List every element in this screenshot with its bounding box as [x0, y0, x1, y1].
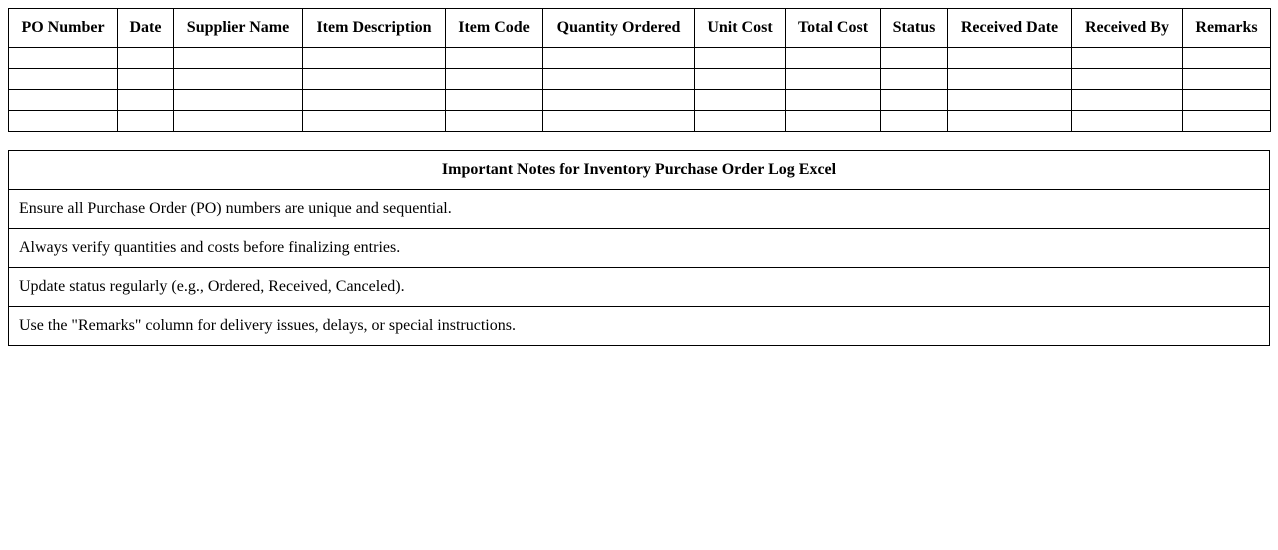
table-cell[interactable] — [786, 69, 881, 90]
table-cell[interactable] — [174, 90, 303, 111]
header-po-number: PO Number — [9, 9, 118, 48]
note-item: Always verify quantities and costs before finalizing entries. — [9, 229, 1270, 268]
purchase-order-log-table — [8, 8, 1271, 132]
table-cell[interactable] — [446, 90, 543, 111]
header-received-date: Received Date — [948, 9, 1072, 48]
table-cell[interactable] — [1183, 48, 1271, 69]
table-cell[interactable] — [543, 111, 695, 132]
table-row — [9, 69, 1271, 90]
table-row — [9, 90, 1271, 111]
table-cell[interactable] — [948, 48, 1072, 69]
note-row — [9, 190, 1270, 229]
table-cell[interactable] — [9, 90, 118, 111]
table-cell[interactable] — [695, 69, 786, 90]
note-item: Ensure all Purchase Order (PO) numbers are unique and sequential. — [9, 190, 1270, 229]
table-cell[interactable] — [786, 48, 881, 69]
table-row — [9, 111, 1271, 132]
header-status: Status — [881, 9, 948, 48]
header-received-by: Received By — [1072, 9, 1183, 48]
table-cell[interactable] — [1072, 111, 1183, 132]
table-cell[interactable] — [881, 69, 948, 90]
table-cell[interactable] — [9, 48, 118, 69]
header-total-cost: Total Cost — [786, 9, 881, 48]
note-row — [9, 268, 1270, 307]
note-item: Use the "Remarks" column for delivery issues, delays, or special instructions. — [9, 307, 1270, 346]
header-date: Date — [118, 9, 174, 48]
important-notes-table — [8, 150, 1270, 346]
table-cell[interactable] — [543, 48, 695, 69]
table-cell[interactable] — [303, 90, 446, 111]
table-cell[interactable] — [1183, 111, 1271, 132]
header-item-code: Item Code — [446, 9, 543, 48]
table-cell[interactable] — [786, 111, 881, 132]
table-cell[interactable] — [303, 111, 446, 132]
table-cell[interactable] — [1072, 69, 1183, 90]
table-cell[interactable] — [303, 48, 446, 69]
table-row — [9, 48, 1271, 69]
table-cell[interactable] — [786, 90, 881, 111]
table-cell[interactable] — [695, 111, 786, 132]
table-cell[interactable] — [881, 90, 948, 111]
notes-title: Important Notes for Inventory Purchase Order Log Excel — [9, 151, 1270, 190]
table-cell[interactable] — [118, 48, 174, 69]
notes-header-row — [9, 151, 1270, 190]
table-cell[interactable] — [9, 69, 118, 90]
table-cell[interactable] — [695, 48, 786, 69]
table-cell[interactable] — [543, 69, 695, 90]
table-cell[interactable] — [543, 90, 695, 111]
header-unit-cost: Unit Cost — [695, 9, 786, 48]
table-cell[interactable] — [9, 111, 118, 132]
table-cell[interactable] — [174, 48, 303, 69]
note-row — [9, 229, 1270, 268]
table-cell[interactable] — [446, 69, 543, 90]
note-row — [9, 307, 1270, 346]
table-cell[interactable] — [948, 90, 1072, 111]
header-quantity-ordered: Quantity Ordered — [543, 9, 695, 48]
table-cell[interactable] — [446, 111, 543, 132]
table-cell[interactable] — [1072, 90, 1183, 111]
table-cell[interactable] — [1183, 90, 1271, 111]
table-cell[interactable] — [174, 69, 303, 90]
header-supplier-name: Supplier Name — [174, 9, 303, 48]
table-cell[interactable] — [948, 69, 1072, 90]
header-remarks: Remarks — [1183, 9, 1271, 48]
table-cell[interactable] — [174, 111, 303, 132]
table-cell[interactable] — [118, 111, 174, 132]
table-cell[interactable] — [1072, 48, 1183, 69]
table-cell[interactable] — [1183, 69, 1271, 90]
header-row — [9, 9, 1271, 48]
table-cell[interactable] — [881, 48, 948, 69]
table-cell[interactable] — [695, 90, 786, 111]
table-cell[interactable] — [881, 111, 948, 132]
note-item: Update status regularly (e.g., Ordered, Received, Canceled). — [9, 268, 1270, 307]
table-cell[interactable] — [303, 69, 446, 90]
header-item-description: Item Description — [303, 9, 446, 48]
table-cell[interactable] — [446, 48, 543, 69]
table-cell[interactable] — [118, 69, 174, 90]
table-cell[interactable] — [118, 90, 174, 111]
table-cell[interactable] — [948, 111, 1072, 132]
